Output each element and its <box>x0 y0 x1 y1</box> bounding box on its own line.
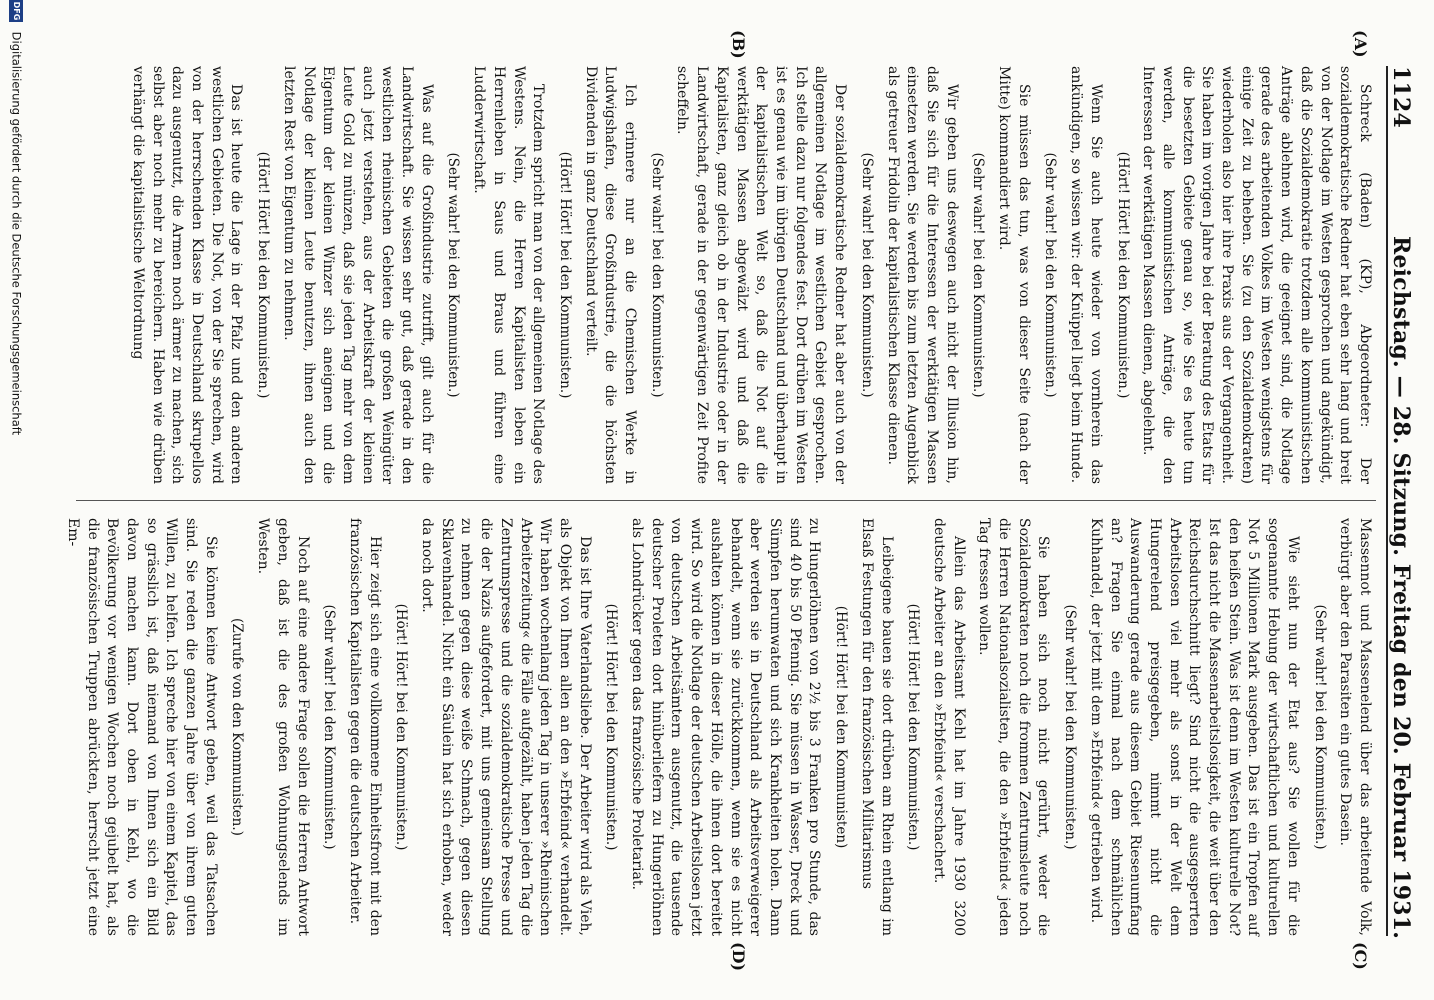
paragraph: zu Hungerlöhnen von 2½ bis 3 Franken pro Stunde, das sind 40 bis 50 Pfennig. Sie müssen in Wasser, Dreck und Sümpfen herumwaten und sich Krankheiten holen. Dann aber werden sie in Deutschland als Arbeitsverweigerer behandelt, wenn sie zurückkommen, wenn sie es nicht aushalten können in dieser Hölle, die ihnen dort bereitet wird. So wird die Notlage der deutschen Arbeitslosen jetzt von deutschen Arbeitsämtern ausgenutzt, die tausende deutscher Proleten dort hinüberliefern zu Hungerlöhnen als Lohndrücker gegen das französische Proletariat. <box>629 518 823 936</box>
page-number: 1124 <box>1388 66 1414 129</box>
paragraph: Leibeigene bauen sie dort drüben am Rhein entlang im Elsaß Festungen für den französischen Militarismus <box>858 518 895 936</box>
paragraph: Sie können keine Antwort geben, weil das Tatsachen sind. Sie reden die ganzen Jahre über von ihrem guten Willen, zu helfen. Ich spreche hier von einem Kapitel, das so grässlich ist, daß niemand von Ihnen sich ein Bild davon machen kann. Dort oben in Kehl, wo die Bevölkerung vor wenigen Wochen noch gejubelt hat, als die französischen Truppen abrückten, herrscht jetzt eine Em- <box>64 518 219 936</box>
interjection: (Sehr wahr! bei den Kommunisten.) <box>1062 604 1079 850</box>
paragraph: Trotzdem spricht man von der allgemeinen Notlage des Westens. Nein, die Herren Kapitalisten leben ein Herrenleben in Saus und Braus und führen eine Ludderwirtschaft. <box>471 66 547 484</box>
interjection: (Sehr wahr! bei den Kommunisten.) <box>1042 152 1059 398</box>
interjection: (Sehr wahr! bei den Kommunisten.) <box>970 152 987 398</box>
funding-note: Digitalisierung gefördert durch die Deutsche Forschungsgemeinschaft <box>9 31 24 436</box>
paragraph: Schreck (Baden) (KP), Abgeordneter: Der sozialdemokratische Redner hat eben sehr lang und breit von der Notlage im Westen gesprochen und angekündigt, daß die Sozialdemokratie trotzdem alle kommunistischen Anträge ablehnen wird, die geeignet sind, die Notlage gerade des arbeitenden Volkes im Westen wenigstens für einige Zeit zu beheben. Sie (zu den Sozialdemokraten) wiederholen also hier ihre Praxis aus der Vergangenheit. Sie haben im vorigen Jahre bei der Beratung des Etats für die besetzten Gebiete genau so, wie Sie es heute tun werden, alle kommunistischen Anträge, die den Interessen der werktätigen Massen dienen, abgelehnt. <box>1140 66 1373 484</box>
paragraph: Wie sieht nun der Etat aus? Sie wollen für die sogenannte Hebung der wirtschaftlichen und kulturellen Not 5 Millionen Mark ausgeben. Das ist ein Tropfen auf den heißen Stein. Was ist denn im Westen kulturelle Not? Ist das nicht die Massenarbeitslosigkeit, die weit über den Reichsdurchschnitt liegt? Sind nicht die ausgesperrten Arbeitslosen viel mehr als sonst in der Welt dem Hungerelend preisgegeben, nimmt nicht die Auswanderung gerade aus diesem Gebiet Riesenumfang an? Fragen Sie einmal nach dem schmählichen Kuhhandel, der jetzt mit dem »Erbfeind« getrieben wird. <box>1087 518 1301 936</box>
margin-marker-b: (B) <box>729 30 748 59</box>
interjection: (Sehr wahr! bei den Kommunisten.) <box>445 152 462 398</box>
interjection: (Sehr wahr! bei den Kommunisten.) <box>1311 604 1328 850</box>
paragraph: Allein das Arbeitsamt Kehl hat im Jahre 1930 3200 deutsche Arbeiter an den »Erbfeind« verschachert. <box>930 518 967 936</box>
column-divider <box>76 500 1376 501</box>
interjection: (Sehr wahr! bei den Kommunisten.) <box>858 152 875 398</box>
header-rule <box>1386 66 1388 936</box>
margin-marker-a: (A) <box>1351 30 1370 58</box>
paragraph: Das ist Ihre Vaterlandsliebe. Der Arbeiter wird als Vieh, als Objekt von Ihnen allen an den »Erbfeind« verhandelt. Wir haben wochenlang jeden Tag in unserer »Rheinischen Arbeiterzeitung« die Fälle aufgezählt, haben jeden Tag die Zentrumspresse und die sozialdemokratische Presse und die der Nazis aufgefordert, mit uns gemeinsam Stellung zu nehmen gegen diese weiße Schmach, gegen diesen Sklavenhandel. Nicht ein Säulein hat sich erhoben, weder da noch dort. <box>419 518 593 936</box>
left-text-column <box>84 66 1374 484</box>
interjection: (Hört! Hört! bei den Kommunisten.) <box>255 151 272 399</box>
paragraph: Wir geben uns deswegen auch nicht der Illusion hin, daß Sie sich für die Interessen der werktätigen Massen einsetzen werden. Sie werden bis zum letzten Augenblick als getreuer Fridolin der kapitalistischen Klasse dienen. <box>884 66 960 484</box>
interjection: (Hört! Hört! bei den Kommunisten.) <box>556 151 573 399</box>
page-footer <box>4 0 24 1000</box>
interjection: (Hört! Hört! bei den Kommunisten.) <box>393 603 410 851</box>
paragraph: Massennot und Massenelend über das arbeitende Volk, verbürgt aber den Parasiten ein gutes Dasein. <box>1337 518 1373 936</box>
paragraph: Der sozialdemokratische Redner hat aber auch von der allgemeinen Notlage im westlichen Gebiet gesprochen. Ich stelle dazu nur folgendes fest. Dort drüben im Westen ist es genau wie im übrigen Deutschland und überhaupt in der kapitalistischen Welt so, daß die Not auf die werktätigen Massen abgewälzt wird und daß die Kapitalisten, ganz gleich ob in der Industrie oder in der Landwirtschaft, gerade in der gegenwärtigen Zeit Profite scheffeln. <box>674 66 849 484</box>
running-title: Reichstag. — 28. Sitzung. Freitag den 20. Februar 1931. <box>1388 236 1414 940</box>
paragraph: Sie müssen das tun, was von dieser Seite (nach der Mitte) kommandiert wird. <box>996 66 1032 484</box>
paragraph: Das ist heute die Lage in der Pfalz und den anderen westlichen Gebieten. Die Not, von der Sie sprechen, wird von der herrschenden Klasse in Deutschland skrupellos dazu ausgenutzt, die Armen noch ärmer zu machen, sich selbst aber noch mehr zu bereichern. Haben wie drüben verhängt die kapitalistische Weltordnung <box>129 66 245 484</box>
paragraph: Was auf die Großindustrie zutrifft, gilt auch für die Landwirtschaft. Sie wissen sehr gut, daß gerade in den westlichen rheinischen Gebieten die großen Weingüter auch jetzt verstehen, aus der Arbeitskraft der kleinen Leute Gold zu münzen, daß sie jeden Tag mehr von dem Eigentum der kleinen Winzer sich aneignen und die Notlage der kleinen Leute benutzen, ihnen auch den letzten Rest von Eigentum zu nehmen. <box>280 66 435 484</box>
margin-marker-c: (C) <box>1351 942 1370 970</box>
interjection: (Hört! Hört! bei den Kommunisten) <box>833 605 850 849</box>
interjection: (Hört! Hört! bei den Kommunisten.) <box>905 603 922 851</box>
paragraph: Noch auf eine andere Frage sollen die Herren Antwort geben, daß ist die des großen Wohnungselends im Westen. <box>255 518 311 936</box>
interjection: (Sehr wahr! bei den Kommunisten.) <box>321 604 338 850</box>
paragraph: Hier zeigt sich eine vollkommene Einheitsfront mit den französischen Kapitalisten gegen die deutschen Arbeiter. <box>346 518 383 936</box>
interjection: (Zurufe von den Kommunisten.) <box>229 618 246 836</box>
paragraph: Sie haben sich noch nicht gerührt, weder die Sozialdemokraten noch die frommen Zentrumsleute noch die Herren Nationalsozialisten, die den »Erbfeind« jeden Tag fressen wollen. <box>976 518 1052 936</box>
margin-marker-d: (D) <box>729 942 748 972</box>
paragraph: Wenn Sie auch heute wieder von vornherein das ankündigen, so wissen wir: der Knüppel liegt beim Hunde. <box>1068 66 1104 484</box>
paragraph: Ich erinnere nur an die Chemischen Werke in Ludwigshafen, diese Großindustrie, die die höchsten Dividenden in ganz Deutschland verteilt. <box>582 66 639 484</box>
dfg-logo: DFG <box>10 0 24 22</box>
interjection: (Sehr wahr! bei den Kommunisten.) <box>648 152 665 398</box>
right-text-column <box>64 518 1374 936</box>
interjection: (Hört! Hört! bei den Kommunisten.) <box>1114 151 1131 399</box>
interjection: (Hört! Hört! bei den Kommunisten.) <box>603 603 620 851</box>
